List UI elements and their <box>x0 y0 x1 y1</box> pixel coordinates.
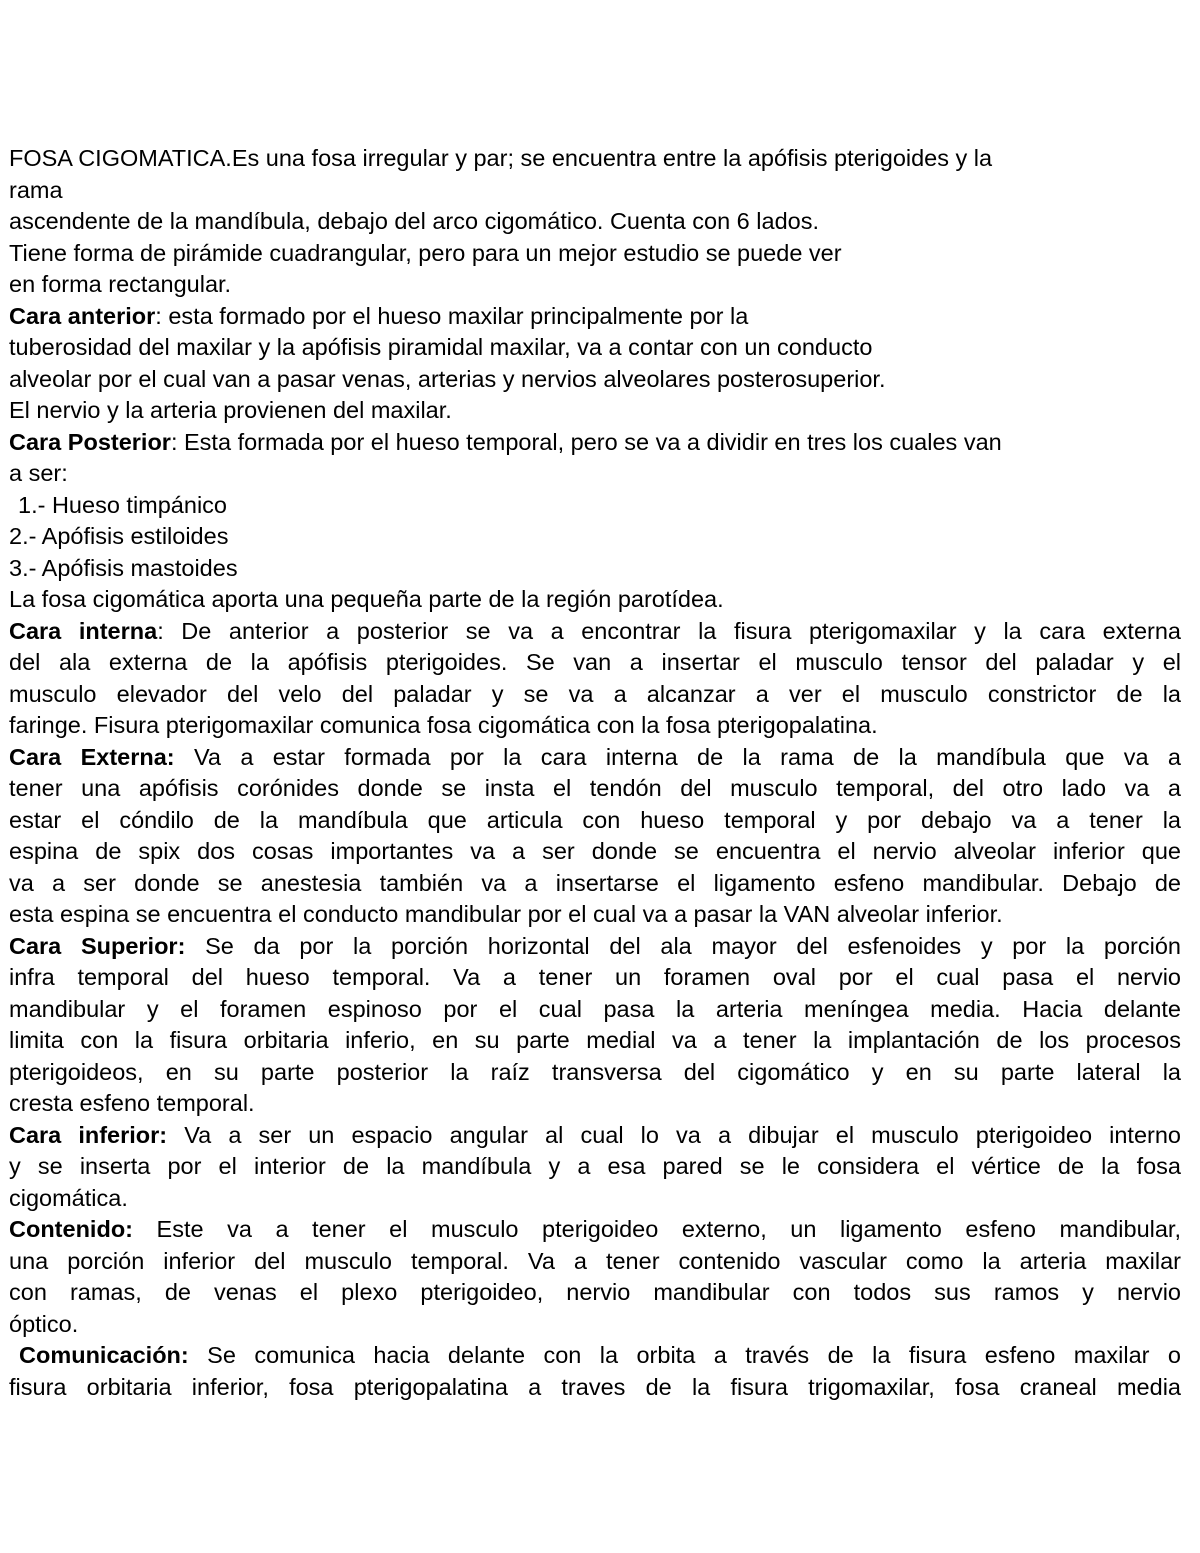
cara-interna-label: Cara interna <box>9 617 158 644</box>
cara-anterior-text: : esta formado por el hueso maxilar principalmente por la <box>155 302 749 329</box>
contenido-line-3: con ramas, de venas el plexo pterigoideo, nervio mandibular con todos sus ramos y nervio <box>9 1279 1181 1305</box>
contenido-line-4: óptico. <box>9 1310 79 1337</box>
cara-externa-line-4: espina de spix dos cosas importantes va a ser donde se encuentra el nervio alveolar inferior que <box>9 838 1181 864</box>
cara-posterior-label: Cara Posterior <box>9 428 171 455</box>
cara-anterior-line-4: El nervio y la arteria provienen del maxilar. <box>9 397 452 423</box>
cara-superior-line-1 <box>9 931 1181 963</box>
intro-line-5: en forma rectangular. <box>9 271 232 297</box>
intro-line-1 <box>9 143 1181 175</box>
cara-inferior-text: Va a ser un espacio angular al cual lo va a dibujar el musculo pterigoideo interno <box>167 1121 1181 1148</box>
cara-externa-line-1 <box>9 742 1181 774</box>
cara-superior-line-4: limita con la fisura orbitaria inferio, en su parte medial va a tener la implantación de los procesos <box>9 1027 1181 1053</box>
comunicacion-text: Se comunica hacia delante con la orbita a través de la fisura esfeno maxilar o <box>188 1342 1181 1368</box>
intro-text: Es una fosa irregular y par; se encuentra entre la apófisis pterigoides y la <box>231 145 993 171</box>
cara-posterior-line-2: a ser: <box>9 460 68 486</box>
cara-superior-text: Se da por la porción horizontal del ala mayor del esfenoides y por la porción <box>185 932 1181 959</box>
contenido-line-2: una porción inferior del musculo temporal. Va a tener contenido vascular como la arteria maxilar <box>9 1247 1181 1274</box>
cara-inferior-line-1 <box>9 1120 1181 1152</box>
comunicacion-line-2: fisura orbitaria inferior, fosa pterigopalatina a traves de la fisura trigomaxilar, fosa craneal media <box>9 1373 1181 1400</box>
contenido-label: Contenido: <box>9 1216 133 1242</box>
comunicacion-label: Comunicación: <box>19 1342 189 1368</box>
cara-interna-line-4: faringe. Fisura pterigomaxilar comunica fosa cigomática con la fosa pterigopalatina. <box>9 712 878 738</box>
cara-anterior-label: Cara anterior <box>9 302 156 329</box>
comunicacion-line-1 <box>9 1340 1181 1372</box>
cara-superior-label: Cara Superior: <box>9 932 186 959</box>
contenido-text: Este va a tener el musculo pterigoideo externo, un ligamento esfeno mandibular, <box>133 1216 1181 1242</box>
cara-externa-line-2: tener una apófisis corónides donde se insta el tendón del musculo temporal, del otro lado va a <box>9 775 1181 801</box>
cara-superior-line-5: pterigoideos, en su parte posterior la raíz transversa del cigomático y en su parte lateral la <box>9 1058 1181 1085</box>
cara-superior-line-6: cresta esfeno temporal. <box>9 1090 255 1116</box>
cara-anterior-line-1 <box>9 301 1181 333</box>
cara-externa-label: Cara Externa: <box>9 743 175 770</box>
cara-superior-line-3: mandibular y el foramen espinoso por el cual pasa la arteria meníngea media. Hacia delante <box>9 995 1181 1022</box>
cara-interna-line-3: musculo elevador del velo del paladar y se va a alcanzar a ver el musculo constrictor de la <box>9 680 1181 707</box>
cara-posterior-text: : Esta formada por el hueso temporal, pero se va a dividir en tres los cuales van <box>170 428 1002 455</box>
document-page <box>9 143 1181 1403</box>
intro-line-4: Tiene forma de pirámide cuadrangular, pero para un mejor estudio se puede ver <box>9 239 842 266</box>
cara-externa-line-5: va a ser donde se anestesia también va a insertarse el ligamento esfeno mandibular. Debajo de <box>9 869 1181 896</box>
cara-superior-line-2: infra temporal del hueso temporal. Va a tener un foramen oval por el cual pasa el nervio <box>9 964 1181 990</box>
cara-anterior-line-3: alveolar por el cual van a pasar venas, arterias y nervios alveolares posterosuperior. <box>9 365 886 392</box>
cara-interna-text: : De anterior a posterior se va a encontrar la fisura pterigomaxilar y la cara externa <box>157 617 1181 644</box>
cara-inferior-label: Cara inferior: <box>9 1121 168 1148</box>
cara-posterior-line-3: La fosa cigomática aporta una pequeña parte de la región parotídea. <box>9 586 724 612</box>
cara-inferior-line-2: y se inserta por el interior de la mandíbula y a esa pared se le considera el vértice de la fosa <box>9 1153 1181 1179</box>
list-item: 1.- Hueso timpánico <box>18 491 227 518</box>
contenido-line-1 <box>9 1214 1181 1246</box>
cara-inferior-line-3: cigomática. <box>9 1184 128 1211</box>
list-item: 3.- Apófisis mastoides <box>9 554 238 581</box>
cara-externa-line-3: estar el cóndilo de la mandíbula que articula con hueso temporal y por debajo va a tener la <box>9 806 1181 833</box>
document-title: FOSA CIGOMATICA. <box>9 145 232 171</box>
cara-externa-text: Va a estar formada por la cara interna de la rama de la mandíbula que va a <box>174 743 1181 770</box>
intro-line-3: ascendente de la mandíbula, debajo del arco cigomático. Cuenta con 6 lados. <box>9 208 819 234</box>
list-item: 2.- Apófisis estiloides <box>9 523 229 549</box>
cara-interna-line-1 <box>9 616 1181 648</box>
cara-anterior-line-2: tuberosidad del maxilar y la apófisis piramidal maxilar, va a contar con un conducto <box>9 334 873 360</box>
cara-posterior-line-1 <box>9 427 1181 459</box>
cara-externa-line-6: esta espina se encuentra el conducto mandibular por el cual va a pasar la VAN alveolar inferior. <box>9 901 1003 927</box>
intro-line-2: rama <box>9 176 63 203</box>
cara-interna-line-2: del ala externa de la apófisis pterigoides. Se van a insertar el musculo tensor del paladar y el <box>9 649 1181 675</box>
